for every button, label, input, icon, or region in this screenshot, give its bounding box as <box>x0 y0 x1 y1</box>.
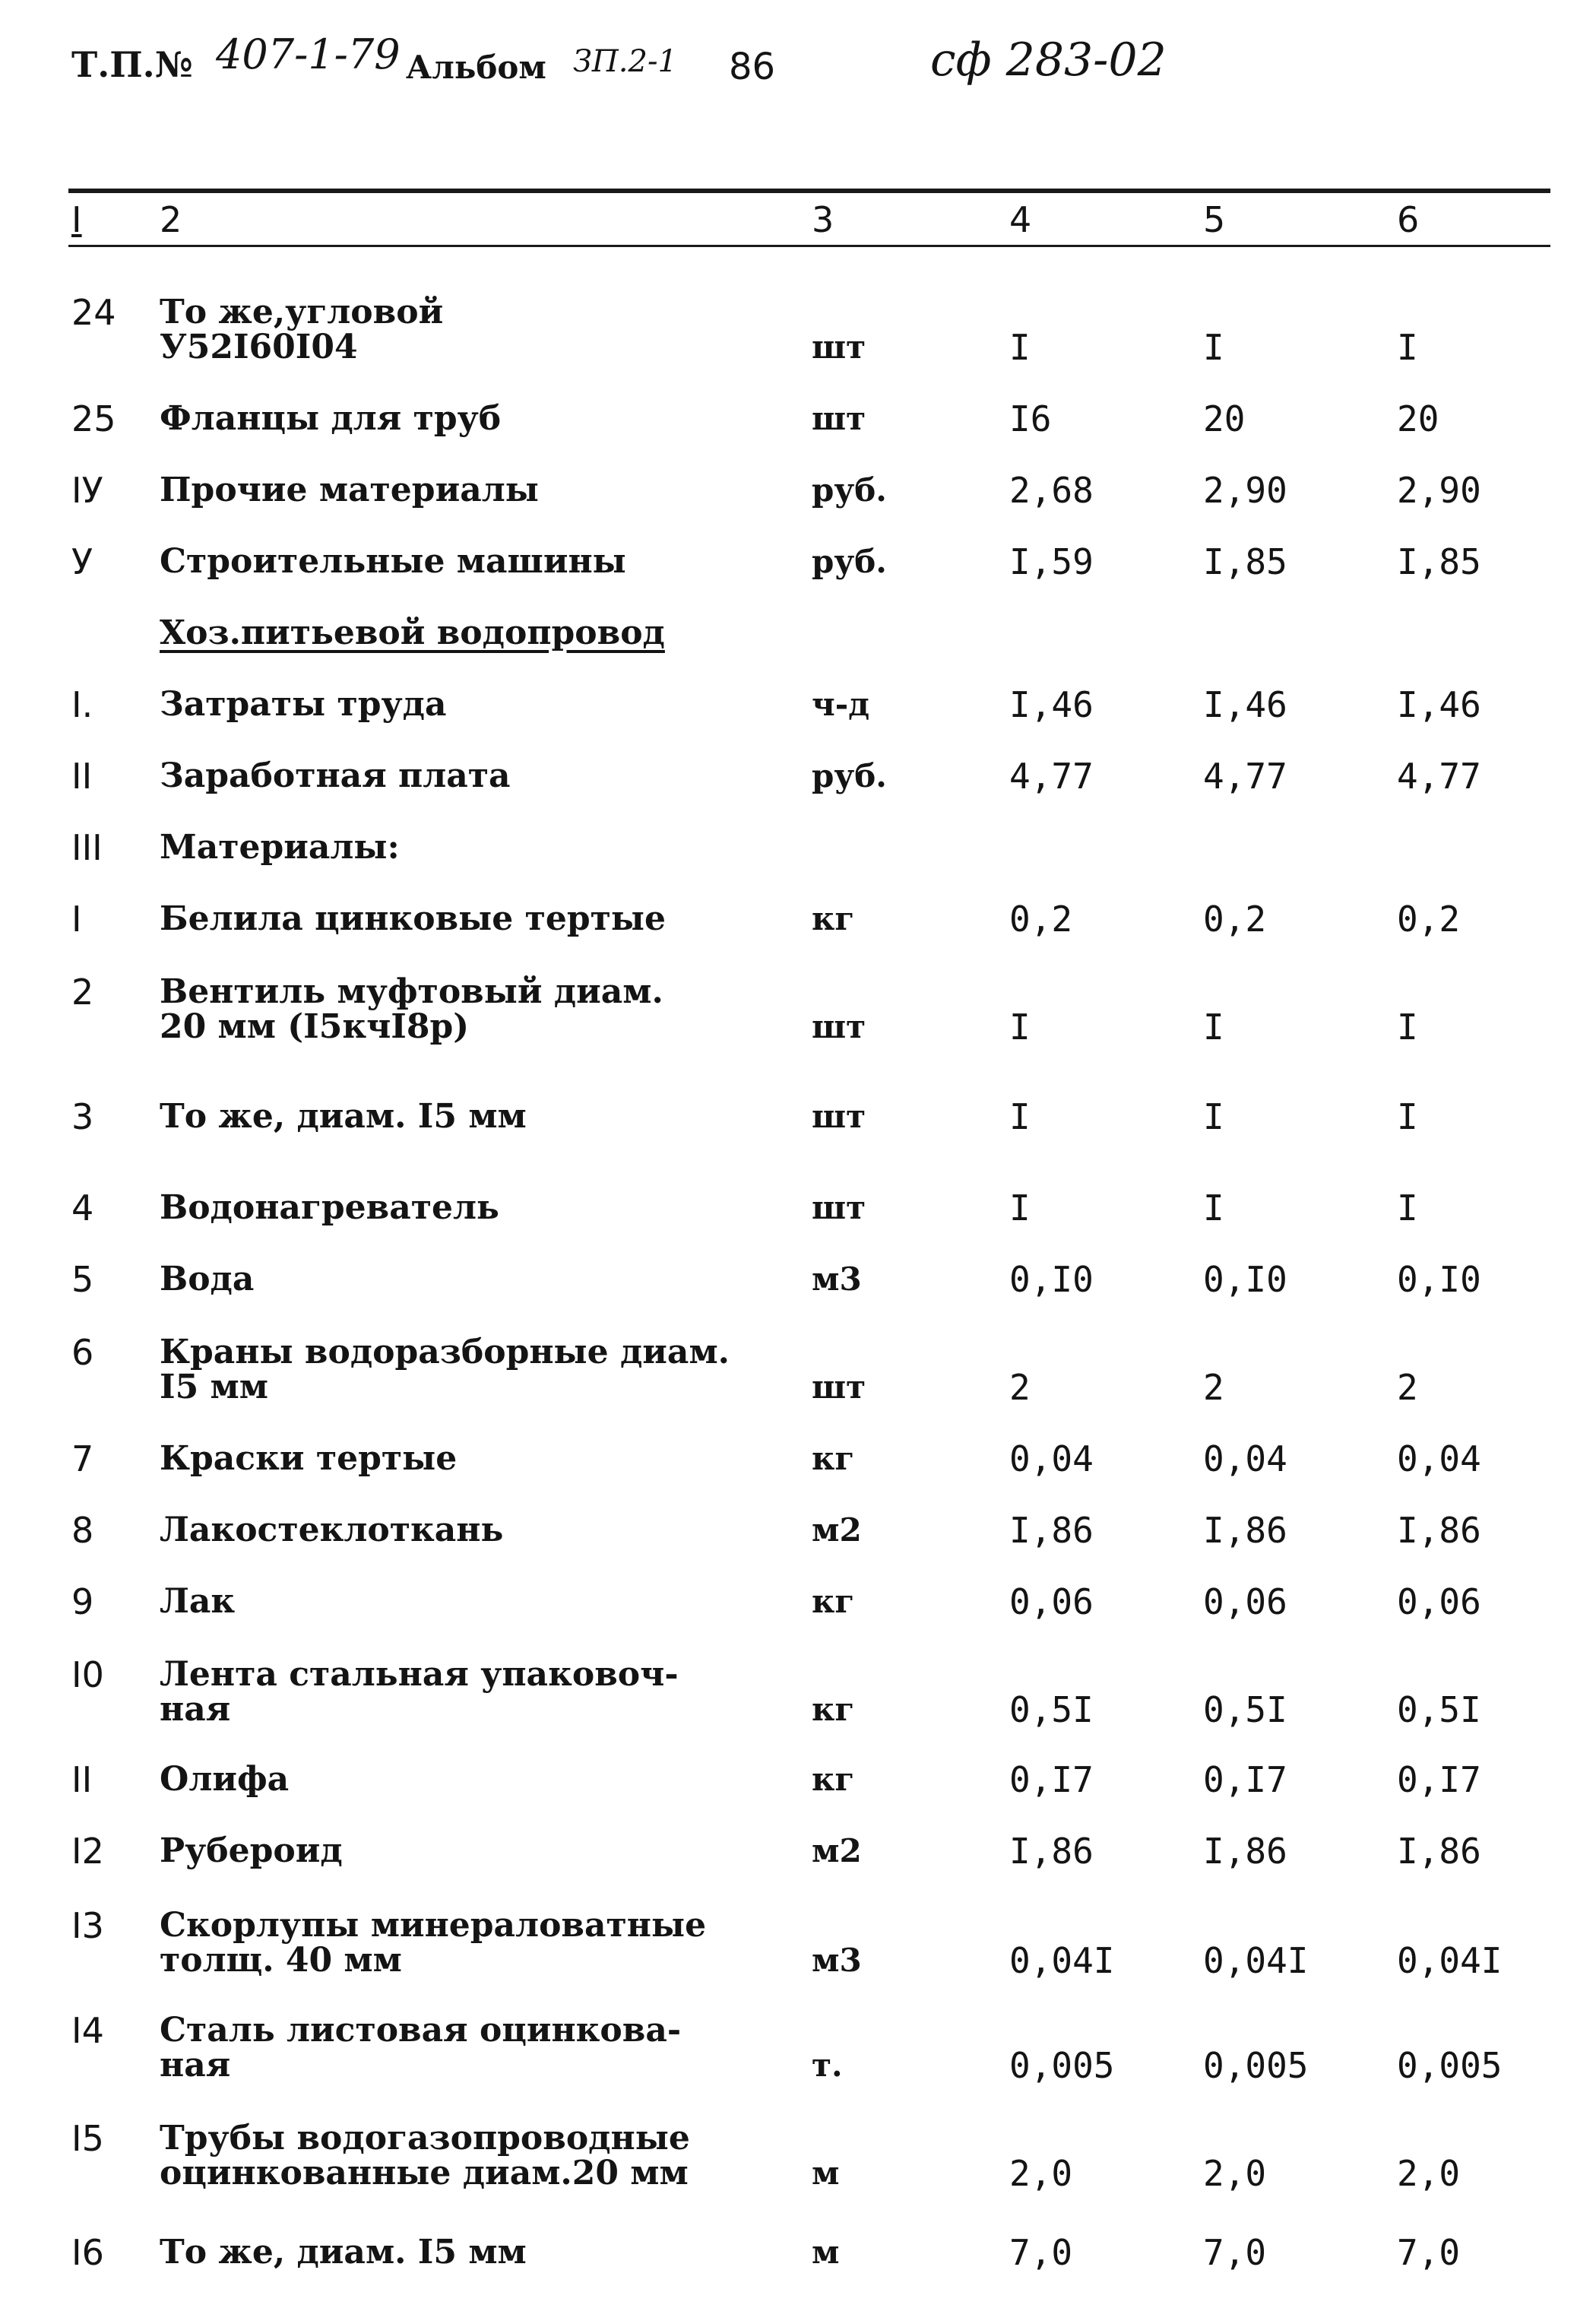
row-name: Скорлупы минераловатные толщ. 40 мм <box>160 1906 707 1980</box>
row-value-6: 0,5I <box>1397 1689 1481 1730</box>
row-number: 25 <box>71 398 116 439</box>
row-value-6: I,85 <box>1397 541 1481 582</box>
column-header-5: 5 <box>1203 199 1226 240</box>
row-number: I4 <box>71 2010 104 2051</box>
row-value-6: 4,77 <box>1397 756 1481 797</box>
row-value-4: 0,5I <box>1009 1689 1094 1730</box>
row-name: Вентиль муфтовый диам. 20 мм (I5кчI8р) <box>160 972 663 1046</box>
table-header-rule <box>68 245 1550 247</box>
row-number: У <box>71 541 93 582</box>
row-name: То же, диам. I5 мм <box>160 2233 527 2272</box>
row-number: II <box>71 756 93 797</box>
row-unit: руб. <box>812 757 887 794</box>
row-unit: руб. <box>812 471 887 509</box>
row-value-6: 0,I0 <box>1397 1259 1481 1300</box>
row-number: 24 <box>71 292 116 333</box>
row-number: 6 <box>71 1332 94 1373</box>
column-header-6: 6 <box>1397 199 1420 240</box>
row-unit: шт <box>812 1368 866 1406</box>
row-value-6: 0,04 <box>1397 1438 1481 1479</box>
row-name: Рубероид <box>160 1831 343 1870</box>
header-page-number: 86 <box>729 46 776 88</box>
row-name: Лак <box>160 1582 236 1621</box>
row-value-4: I6 <box>1009 398 1052 439</box>
column-header-3: 3 <box>812 199 834 240</box>
row-name: Олифа <box>160 1760 290 1799</box>
row-name: Белила цинковые тертые <box>160 899 666 938</box>
row-value-6: I <box>1397 1096 1418 1137</box>
row-value-5: 0,I0 <box>1203 1259 1287 1300</box>
row-name: Водонагреватель <box>160 1188 499 1227</box>
row-value-5: 2 <box>1203 1367 1224 1408</box>
row-value-5: 0,005 <box>1203 2045 1309 2086</box>
row-value-6: 0,06 <box>1397 1581 1481 1622</box>
row-value-4: I <box>1009 1187 1031 1229</box>
table-top-rule <box>68 189 1550 193</box>
row-value-4: 2 <box>1009 1367 1031 1408</box>
row-value-4: I <box>1009 1007 1031 1048</box>
row-value-5: 0,5I <box>1203 1689 1287 1730</box>
row-number: I2 <box>71 1831 104 1872</box>
row-name: То же,угловой У52I60I04 <box>160 293 444 366</box>
row-value-5: 0,04I <box>1203 1940 1309 1981</box>
row-unit: шт <box>812 1098 866 1135</box>
header-prefix: Т.П.№ <box>71 44 193 85</box>
row-value-5: I <box>1203 1187 1224 1229</box>
row-number: 3 <box>71 1096 94 1137</box>
row-unit: шт <box>812 400 866 437</box>
row-value-5: I,86 <box>1203 1510 1287 1551</box>
row-value-6: 2,90 <box>1397 470 1481 511</box>
row-value-6: I <box>1397 327 1418 368</box>
row-value-4: 0,005 <box>1009 2045 1115 2086</box>
row-number: III <box>71 827 103 868</box>
row-value-6: 20 <box>1397 398 1439 439</box>
row-number: II <box>71 1759 93 1800</box>
row-number: I <box>71 899 82 940</box>
row-value-4: I <box>1009 327 1031 368</box>
row-value-4: 0,04I <box>1009 1940 1115 1981</box>
row-value-6: I,46 <box>1397 684 1481 725</box>
row-number: 4 <box>71 1187 94 1229</box>
row-name: Строительные машины <box>160 542 626 581</box>
row-value-5: I,85 <box>1203 541 1287 582</box>
row-unit: руб. <box>812 543 887 580</box>
row-value-4: 2,68 <box>1009 470 1094 511</box>
row-value-5: I <box>1203 1096 1224 1137</box>
row-value-6: 2 <box>1397 1367 1418 1408</box>
row-value-6: 0,005 <box>1397 2045 1503 2086</box>
row-value-4: I,46 <box>1009 684 1094 725</box>
row-unit: кг <box>812 1691 855 1728</box>
row-value-4: 4,77 <box>1009 756 1094 797</box>
row-value-4: 2,0 <box>1009 2153 1073 2194</box>
row-number: 2 <box>71 972 94 1013</box>
row-number: 8 <box>71 1510 94 1551</box>
row-number: 9 <box>71 1581 94 1622</box>
header-series-handwritten: 407-1-79 <box>216 30 401 78</box>
header-document-code: сф 283-02 <box>930 33 1167 87</box>
row-number: IУ <box>71 470 103 511</box>
row-name: Лакостеклоткань <box>160 1511 504 1549</box>
row-name: Заработная плата <box>160 756 511 795</box>
row-unit: кг <box>812 1761 855 1798</box>
column-header-1: I <box>71 199 82 240</box>
row-value-4: 7,0 <box>1009 2232 1073 2273</box>
row-value-4: 0,I7 <box>1009 1759 1094 1800</box>
row-name: Лента стальная упаковоч- ная <box>160 1655 679 1729</box>
row-number: 5 <box>71 1259 94 1300</box>
row-value-5: I,86 <box>1203 1831 1287 1872</box>
row-number: I6 <box>71 2232 104 2273</box>
header-album: Альбом <box>406 49 546 86</box>
row-unit: кг <box>812 1583 855 1620</box>
row-value-6: 0,I7 <box>1397 1759 1481 1800</box>
row-number: I. <box>71 684 93 725</box>
row-value-4: I <box>1009 1096 1031 1137</box>
row-number: 7 <box>71 1438 94 1479</box>
row-value-4: 0,2 <box>1009 899 1073 940</box>
row-value-4: I,59 <box>1009 541 1094 582</box>
row-name: Прочие материалы <box>160 471 539 509</box>
row-value-6: I <box>1397 1007 1418 1048</box>
row-name: Вода <box>160 1260 255 1298</box>
row-unit: кг <box>812 1440 855 1477</box>
row-name: Фланцы для труб <box>160 399 502 438</box>
row-number: I3 <box>71 1905 104 1946</box>
row-value-4: 0,06 <box>1009 1581 1094 1622</box>
row-unit: шт <box>812 1189 866 1226</box>
row-name: Трубы водогазопроводные оцинкованные диам.20 мм <box>160 2119 690 2192</box>
row-unit: м <box>812 2234 840 2271</box>
row-unit: м2 <box>812 1511 862 1549</box>
row-name: Краски тертые <box>160 1439 458 1478</box>
row-value-5: 4,77 <box>1203 756 1287 797</box>
row-value-6: 0,2 <box>1397 899 1461 940</box>
column-header-4: 4 <box>1009 199 1032 240</box>
row-value-5: 7,0 <box>1203 2232 1267 2273</box>
header-album-handwritten: ЗП.2-1 <box>573 44 677 79</box>
row-value-6: 2,0 <box>1397 2153 1461 2194</box>
row-value-5: 2,0 <box>1203 2153 1267 2194</box>
row-value-5: I <box>1203 1007 1224 1048</box>
row-unit: м2 <box>812 1832 862 1869</box>
row-value-5: 0,I7 <box>1203 1759 1287 1800</box>
row-value-5: I,46 <box>1203 684 1287 725</box>
row-unit: т. <box>812 2047 843 2084</box>
row-unit: ч-д <box>812 686 870 723</box>
column-header-2: 2 <box>160 199 182 240</box>
row-value-5: 0,06 <box>1203 1581 1287 1622</box>
row-unit: шт <box>812 1008 866 1045</box>
row-unit: кг <box>812 900 855 937</box>
section-title: Хоз.питьевой водопровод <box>160 613 665 652</box>
row-number: I0 <box>71 1654 104 1695</box>
row-value-5: I <box>1203 327 1224 368</box>
row-value-5: 20 <box>1203 398 1246 439</box>
row-value-6: 0,04I <box>1397 1940 1503 1981</box>
row-unit: м <box>812 2154 840 2192</box>
row-value-6: 7,0 <box>1397 2232 1461 2273</box>
row-name: Затраты труда <box>160 685 447 724</box>
row-unit: м3 <box>812 1260 862 1298</box>
row-name: Материалы: <box>160 828 400 867</box>
row-value-5: 0,04 <box>1203 1438 1287 1479</box>
row-unit: м3 <box>812 1942 862 1979</box>
row-name: Сталь листовая оцинкова- ная <box>160 2011 682 2085</box>
row-value-4: I,86 <box>1009 1831 1094 1872</box>
row-value-4: 0,04 <box>1009 1438 1094 1479</box>
row-value-6: I <box>1397 1187 1418 1229</box>
row-value-5: 0,2 <box>1203 899 1267 940</box>
row-value-4: 0,I0 <box>1009 1259 1094 1300</box>
row-unit: шт <box>812 328 866 366</box>
row-value-6: I,86 <box>1397 1510 1481 1551</box>
row-name: То же, диам. I5 мм <box>160 1097 527 1136</box>
row-value-4: I,86 <box>1009 1510 1094 1551</box>
row-value-6: I,86 <box>1397 1831 1481 1872</box>
row-name: Краны водоразборные диам. I5 мм <box>160 1333 730 1406</box>
row-number: I5 <box>71 2118 104 2159</box>
row-value-5: 2,90 <box>1203 470 1287 511</box>
